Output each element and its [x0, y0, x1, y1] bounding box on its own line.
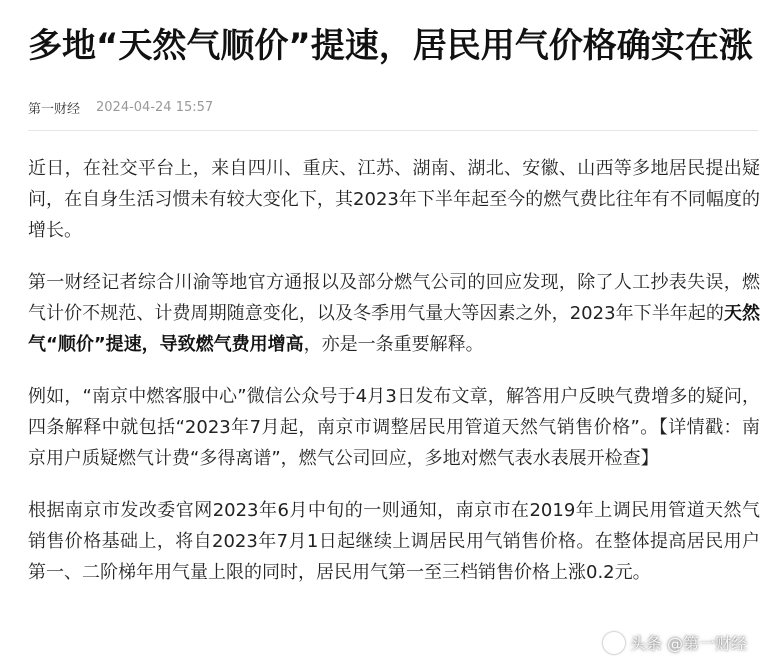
article-meta [28, 99, 760, 115]
paragraph-text: 近日，在社交平台上，来自四川、重庆、江苏、湖南、湖北、安徽、山西等多地居民提出疑问，在自身生活习惯未有较大变化下，其2023年下半年起至今的燃气费比往年有不同幅度的增长。 [28, 158, 760, 241]
article-time: 2024-04-24 15:57 [96, 99, 214, 115]
article-paragraph [28, 381, 760, 474]
watermark-text: 头条 @第一财经 [629, 634, 747, 653]
article [28, 22, 760, 609]
article-title: 多地“天然气顺价”提速，居民用气价格确实在涨 [28, 26, 753, 66]
article-paragraph [28, 153, 760, 246]
paragraph-text: ，亦是一条重要解释。 [303, 334, 484, 355]
article-paragraph [28, 267, 760, 360]
article-paragraph [28, 495, 760, 588]
paragraph-text: 根据南京市发改委官网2023年6月中旬的一则通知，南京市在2019年上调民用管道天然气销售价格基础上，将自2023年7月1日起继续上调居民用气销售价格。在整体提高居民用户第一、二阶梯年用气量上限的同时，居民用气第一至三档销售价格上涨0.2元。 [28, 500, 760, 583]
paragraph-text: 第一财经记者综合川渝等地官方通报以及部分燃气公司的回应发现，除了人工抄表失误，燃气计价不规范、计费周期随意变化，以及冬季用气量大等因素之外，2023年下半年起的 [28, 272, 760, 324]
article-body [28, 153, 760, 588]
divider [28, 130, 758, 131]
article-source[interactable]: 第一财经 [28, 101, 81, 117]
watermark [603, 631, 747, 654]
watermark-logo-icon [603, 632, 625, 654]
paragraph-text: 例如，“南京中燃客服中心”微信公众号于4月3日发布文章，解答用户反映气费增多的疑问，四条解释中就包括“2023年7月起，南京市调整居民用管道天然气销售价格”。【详情戳：南京用户质疑燃气计费“多得离谱”，燃气公司回应，多地对燃气表水表展开检查】 [28, 386, 760, 469]
bold-text: 天然气“顺价”提速，导致燃气费用增高 [28, 303, 760, 355]
